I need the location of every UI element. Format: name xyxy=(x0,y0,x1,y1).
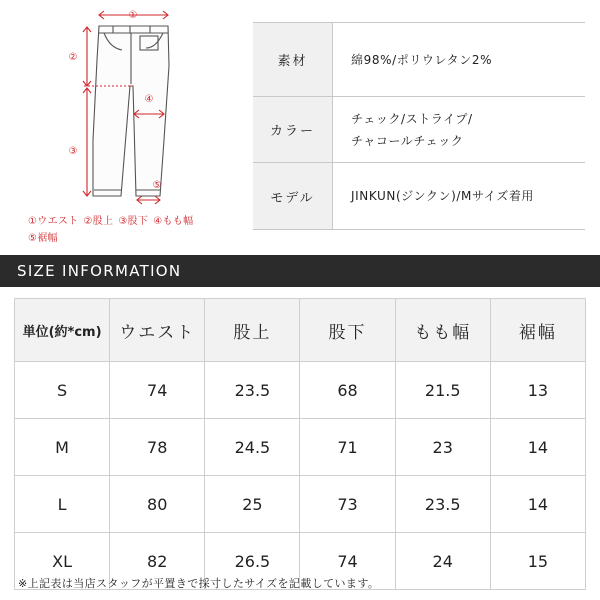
table-cell: 74 xyxy=(110,362,205,419)
table-cell: 24.5 xyxy=(205,419,300,476)
marker-1: ① xyxy=(128,10,138,21)
header-inseam: 股下 xyxy=(300,299,395,362)
measurement-note: ※上記表は当店スタッフが平置きで採寸したサイズを記載しています。 xyxy=(18,577,380,590)
table-cell: 68 xyxy=(300,362,395,419)
table-cell: 21.5 xyxy=(395,362,490,419)
pants-measurement-diagram xyxy=(0,0,245,255)
spec-label: 素材 xyxy=(253,23,333,97)
spec-row-material xyxy=(253,23,585,97)
header-hem: 裾幅 xyxy=(490,299,585,362)
header-unit: 単位(約*cm) xyxy=(15,299,110,362)
header-waist: ウエスト xyxy=(110,299,205,362)
size-information-title: SIZE INFORMATION xyxy=(17,262,182,280)
size-label: S xyxy=(15,362,110,419)
size-table xyxy=(14,298,586,590)
spec-row-color xyxy=(253,97,585,163)
spec-value: JINKUN(ジンクン)/Mサイズ着用 xyxy=(333,163,586,230)
marker-2: ② xyxy=(68,52,78,63)
table-row xyxy=(15,419,586,476)
table-cell: 25 xyxy=(205,476,300,533)
spec-row-model xyxy=(253,163,585,230)
table-cell: 73 xyxy=(300,476,395,533)
table-cell: 14 xyxy=(490,476,585,533)
marker-5: ⑤ xyxy=(152,180,162,191)
spec-value: チェック/ストライプ/ チャコールチェック xyxy=(333,97,586,163)
header-rise: 股上 xyxy=(205,299,300,362)
legend-waist: ①ウエスト xyxy=(28,216,79,227)
table-cell: 78 xyxy=(110,419,205,476)
spec-value: 綿98%/ポリウレタン2% xyxy=(333,23,586,97)
marker-3: ③ xyxy=(68,146,78,157)
spec-label: モデル xyxy=(253,163,333,230)
table-cell: 74 xyxy=(300,533,395,590)
pants-illustration xyxy=(0,0,245,215)
table-row xyxy=(15,476,586,533)
table-cell: 14 xyxy=(490,419,585,476)
spec-label: カラー xyxy=(253,97,333,163)
size-table-header-row xyxy=(15,299,586,362)
table-cell: 23 xyxy=(395,419,490,476)
legend-thigh: ④もも幅 xyxy=(153,216,194,227)
legend-rise: ②股上 xyxy=(83,216,114,227)
size-label: M xyxy=(15,419,110,476)
table-cell: 26.5 xyxy=(205,533,300,590)
measurement-legend xyxy=(28,213,198,247)
table-cell: 23.5 xyxy=(395,476,490,533)
table-cell: 13 xyxy=(490,362,585,419)
marker-4: ④ xyxy=(144,94,154,105)
table-cell: 80 xyxy=(110,476,205,533)
table-cell: 82 xyxy=(110,533,205,590)
size-label: XL xyxy=(15,533,110,590)
table-cell: 15 xyxy=(490,533,585,590)
header-thigh: もも幅 xyxy=(395,299,490,362)
table-row xyxy=(15,362,586,419)
table-cell: 71 xyxy=(300,419,395,476)
table-cell: 24 xyxy=(395,533,490,590)
size-label: L xyxy=(15,476,110,533)
legend-inseam: ③股下 xyxy=(118,216,149,227)
legend-hem: ⑤裾幅 xyxy=(28,233,58,244)
product-spec-table xyxy=(253,22,585,230)
table-cell: 23.5 xyxy=(205,362,300,419)
size-information-header xyxy=(0,255,600,287)
